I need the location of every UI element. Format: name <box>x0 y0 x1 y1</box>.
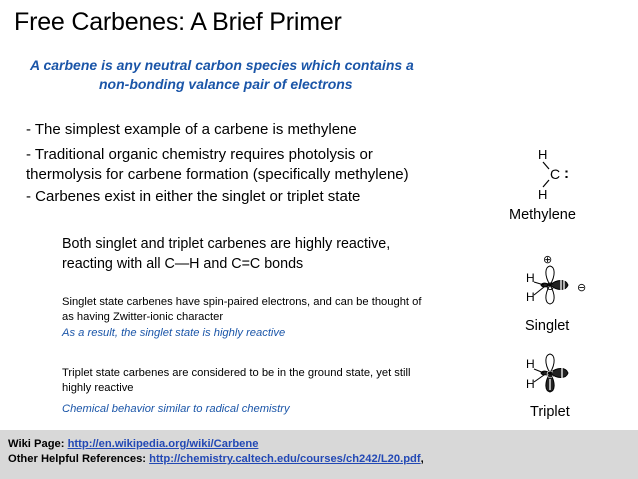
methylene-h-top: H <box>538 147 548 162</box>
methylene-h-bottom: H <box>538 187 548 202</box>
singlet-orbital-diagram <box>517 251 597 311</box>
triplet-label: Triplet <box>530 404 570 420</box>
singlet-bond-bottom <box>534 287 544 295</box>
footer-refs-trailing: , <box>420 453 424 465</box>
footer-wiki-label: Wiki Page: <box>8 438 65 450</box>
triplet-h-bottom: H <box>526 377 535 391</box>
reactivity-line-1: Both singlet and triplet carbenes are highly reactive, <box>62 236 391 252</box>
singlet-description-line-2: as having Zwitter-ionic character <box>62 311 224 323</box>
singlet-minus-charge: ⊖ <box>577 281 587 294</box>
reactivity-line-2: reacting with all C—H and C=C bonds <box>62 256 304 272</box>
footer-refs-label: Other Helpful References: <box>8 453 147 465</box>
singlet-h-top: H <box>526 271 535 285</box>
singlet-note: As a result, the singlet state is highly reactive <box>62 327 286 339</box>
triplet-orbital-diagram <box>517 349 597 399</box>
singlet-c-atom: C <box>546 281 554 293</box>
bullet-photolysis-line-2: thermolysis for carbene formation (specifically methylene) <box>26 166 409 183</box>
methylene-lone-pair: : <box>564 165 569 182</box>
triplet-h-top: H <box>526 357 535 371</box>
references-link[interactable]: http://chemistry.caltech.edu/courses/ch242/L20.pdf <box>149 453 421 465</box>
bullet-states: - Carbenes exist in either the singlet or triplet state <box>26 188 361 205</box>
triplet-description-line-1: Triplet state carbenes are considered to be in the ground state, yet still <box>62 367 411 379</box>
page-title: Free Carbenes: A Brief Primer <box>14 8 342 36</box>
triplet-bond-bottom <box>534 375 544 382</box>
methylene-structure-diagram <box>530 140 590 202</box>
footer-refs-line <box>8 453 424 465</box>
methylene-bond-bottom <box>543 180 549 187</box>
definition-line-2: non-bonding valance pair of electrons <box>99 76 353 92</box>
wiki-link[interactable]: http://en.wikipedia.org/wiki/Carbene <box>67 438 259 450</box>
methylene-c-atom: C <box>550 166 561 182</box>
singlet-plus-charge: ⊕ <box>543 253 553 266</box>
footer-wiki-line <box>8 438 258 450</box>
definition-line-1: A carbene is any neutral carbon species which contains a <box>30 57 414 73</box>
singlet-label: Singlet <box>525 318 570 334</box>
methylene-label: Methylene <box>509 207 576 223</box>
triplet-c-atom: C <box>546 369 554 381</box>
singlet-description-line-1: Singlet state carbenes have spin-paired electrons, and can be thought of <box>62 296 422 308</box>
triplet-description-line-2: highly reactive <box>62 382 134 394</box>
singlet-h-bottom: H <box>526 290 535 304</box>
bullet-photolysis-line-1: - Traditional organic chemistry requires photolysis or <box>26 146 373 163</box>
bullet-methylene: - The simplest example of a carbene is methylene <box>26 121 357 138</box>
methylene-bond-top <box>543 162 549 169</box>
triplet-note: Chemical behavior similar to radical chemistry <box>62 403 290 415</box>
